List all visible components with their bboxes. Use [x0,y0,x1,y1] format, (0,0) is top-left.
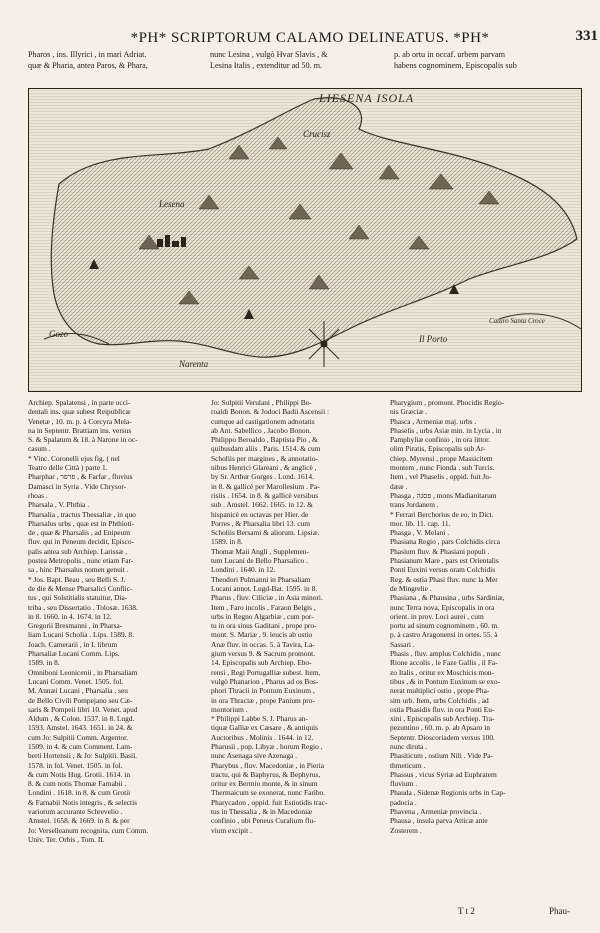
island-map [28,88,582,392]
map-label-west: Gozo [49,329,69,339]
map-title: LIESENA ISOLA [319,91,415,105]
entry-column-3: Pharygium , promont. Phocidis Regio- nis Græciæ . Phasca , Armeniæ maj. urbs . Phaselis , urbs Asiæ min. in Lycia , in Pamphyliæ confinio , in ora littor. olim Piratis, Episcopalis sub Ar- chiep. Myrensi , prope Massicitem montem , nunc Fionda , sub Turcis. Item , vel Phaselis , oppid. fuit Ju- dææ . Phasga , פסגה , mons Madianitarum trans Jordanem . * Ferrari Berchorius de eo, in Dict. mor. lib. 11. cap. 11. Phasga , V. Melani . Phasiana Regio , pars Colchidis circa Phasium fluv. & Phasiani populi . Phasianum Mare , pars est Orientalis Ponti Euxini versus oram Colchidis Reg. & ostia Phasi fluv. nunc la Mer de Mingrelie . Phasiana , & Phausina , urbs Sardiniæ, nunc Terra nova, Episcopalis in ora orient. in prov. Loci aurei , cum portu ad sinum cognominem , 60. m. p. à castro Aragonensi in ortes. 55. à Sassari . Phasis , fluv. amplus Colchidis , nunc Rione accolis , le Faze Gallis , il Fa- zo Italis , oritur ex Moschicis mon- tibus , & in Pontum Euxinum se exo- nerat multiplici ostio , prope Pha- sim urb. Item, urbs Colchidis , ad ostia Phasidis fluv. in ora Ponti Eu- xini , Episcopalis sub Archiep. Tra- pezuntino , 60. m. p. ab Apsaro in Septentr. Dioscoriadem versus 100. nunc diruta . Phasiticum , ostium Nili . Vide Pa- thmeticum . Phassus , vicus Syriæ ad Euphratem fluvium . Phauda , Sidenæ Regionis urbs in Cap- padocia . Phavena , Armeniæ provincia . Phausa , insula parva Atticæ ante Zosterem . [390,398,506,835]
map-label-crux: Crucisz [303,129,331,139]
page-footer [28,906,580,920]
page-number: 331 [575,28,598,44]
intro-col-1: Pharos , ins. Illyrici , in mari Adriat. quæ & Pharia, antea Paros, & Phara, [28,50,148,70]
intro-col-2: nunc Lesina , vulgò Hvar Slavis , & Lesina Italis , extenditur ad 50. m. [210,50,328,70]
map-label-east: Il Porto [419,334,448,344]
map-label-far-east: Cataro Santa Croce [489,317,545,325]
map-label-town: Lesena [159,199,185,209]
signature-mark: T t 2 [458,906,475,916]
entry-columns [28,398,580,898]
intro-col-3: p. ab ortu in occaf. urbem parvam habens cognominem, Episcopalis sub [394,50,517,70]
entry-column-2: Jo: Sulpitii Verulani , Philippi Be- roaldi Bonon. & Jodoci Badii Ascensii : cumque ad castigationem adnotatis ab Ant. Sabellico , Jacobo Bonon. Philippo Beroaldo , Baptista Pio , & quibusdam aliis . Paris. 1514. & cum Scholiis per margines , & annotatio- nibus Henrici Glareani , & anglicè , by Sr. Arthur Gorges . Lond. 1614. in 8. & gallicè per Marollesium . Pa- risiis . 1654. in 8. & gallicè versibus sub . Amstel. 1662. 1665. in 12. & hispanicè en octavas per Hier. de Porres , & Pharsalia libri 13. cum Scholiis Bersami & aliorum. Lipsiæ. 1589. in 8. Thomæ Maii Angli , Supplemen- tum Lucani de Bello Pharsalico . Londini . 1640. in 12. Theodori Pulmanni in Pharsaliam Lucani annot. Lugd-Bat. 1595. in 8. Pharus , fluv. Ciliciæ , in Asia minori. Item , Faro incolis , Faraon Belgis , urbs in Regno Algarbiæ , cum por- tu in ora sinus Gaditani , prope pro- mont. S. Mariæ , 9. leucis ab ostio Anæ fluv. in occas. 5. à Tavira, La- gium versus 9. & Sacrum promont. 14. Episcopalis sub Archiep. Ebo- rensi , Regi Portugalliæ subest. Item, vulgò Phanarion , Pharus ad os Bos- phori Thracii in Pontum Euxinum , in ora Thraciæ , prope Panium pro- montorium . * Philippi Labbe S. J. Pharus an- tiquæ Galliæ ex Cæsare , & antiquis Auctoribus . Molinis . 1644. in 12. Pharusii , pop. Libyæ , horum Regio , nunc Asenaga sive Azenaga . Pharybus , fluv. Macedoniæ , in Pieria tractu, qui & Baphyrus, & Bephyrus, oritur ex Bermio monte, & in sinum Thermaicum se exonerat, nunc Faribo. Pharycadon , oppid. fuit Estiotidis trac- tus in Thessalia , & in Macedoniæ confinio , ubi Peneus Curalium flu- vium excipit . [211,398,330,835]
entry-column-1: Archiep. Spalatensi , in parte occi- dentali ins. quæ subest Reipublicæ Venetæ , 10. m. p. à Corcyra Mela- na in Septentr. Brattiam ins. versus S. & Spalatum & 18. à Narone in oc- casum . * Vinc. Coronelli ejus fig. ( nel Teatro delle Città ) parte 1. Pharphar , פרפר , & Farfar , fluvius Damasci in Syria . Vide Chrysor- rhoas . Pharsala , V. Phthia . Pharsalia , tractus Thessaliæ , in quo Pharsalus urbs , quæ est in Phthioti- de , quæ & Pharsalis , ad Enipeum fluv. qui in Peneum decidit, Episco- palis antea sub Archiep. Larissæ , postea Metropolis , nunc etiam Far- sa , hinc Pharsalus nomen genuit . * Jos. Bapt. Beau , seu Belli S. J. de die & Mense Pharsalici Conflic- tus , qui Solstitialis statuitur, Dia- triba , seu Dissertatio . Tolosæ. 1638. in 8. 1660. in 4. 1674. in 12. Gregorii Bresmanni , in Pharsa- liam Lucani Scholia . Lips. 1589. 8. Joach. Camerarii , in I. librum Pharsaliæ Lucani Comm. Lips. 1589. in 8. Omniboni Leonicenii , in Pharsaliam Lucani Comm. Venet. 1505. fol. M. Annæi Lucani , Pharsalia , seu de Bello Civili Pompejano seu Cæ- saris & Pompeii libri 10. Venet. apud Aldum , & Colon. 1537. in 8. Lugd. 1593. Amstel. 1643. 1651. in 24. & cum Jo: Sulpitii Comm. Argentor. 1509. in 4. & cum Comment. Lam- berti Hortensii , & Jo: Sulpitii. Basil. 1578. in fol. Venet. 1505. in fol. & cum Notis Hug. Grotii. 1614. in 8. & cum notis Thomæ Farnabii . Londini . 1618. in 8. & cum Grotii & Farnabii Notis integris , & selectis variorum accurante Schrevelio . Amstel. 1658. & 1669. in 8. & per Jo: Verselleanum recognita, cum Comm. Univ. Ter. Orbis , Tom. II. [28,398,149,844]
running-title: *PH* SCRIPTORUM CALAMO DELINEATUS. *PH* [130,30,490,46]
catchword: Phau- [549,906,570,916]
map-label-south: Narenta [179,359,209,369]
page-header [60,28,598,50]
